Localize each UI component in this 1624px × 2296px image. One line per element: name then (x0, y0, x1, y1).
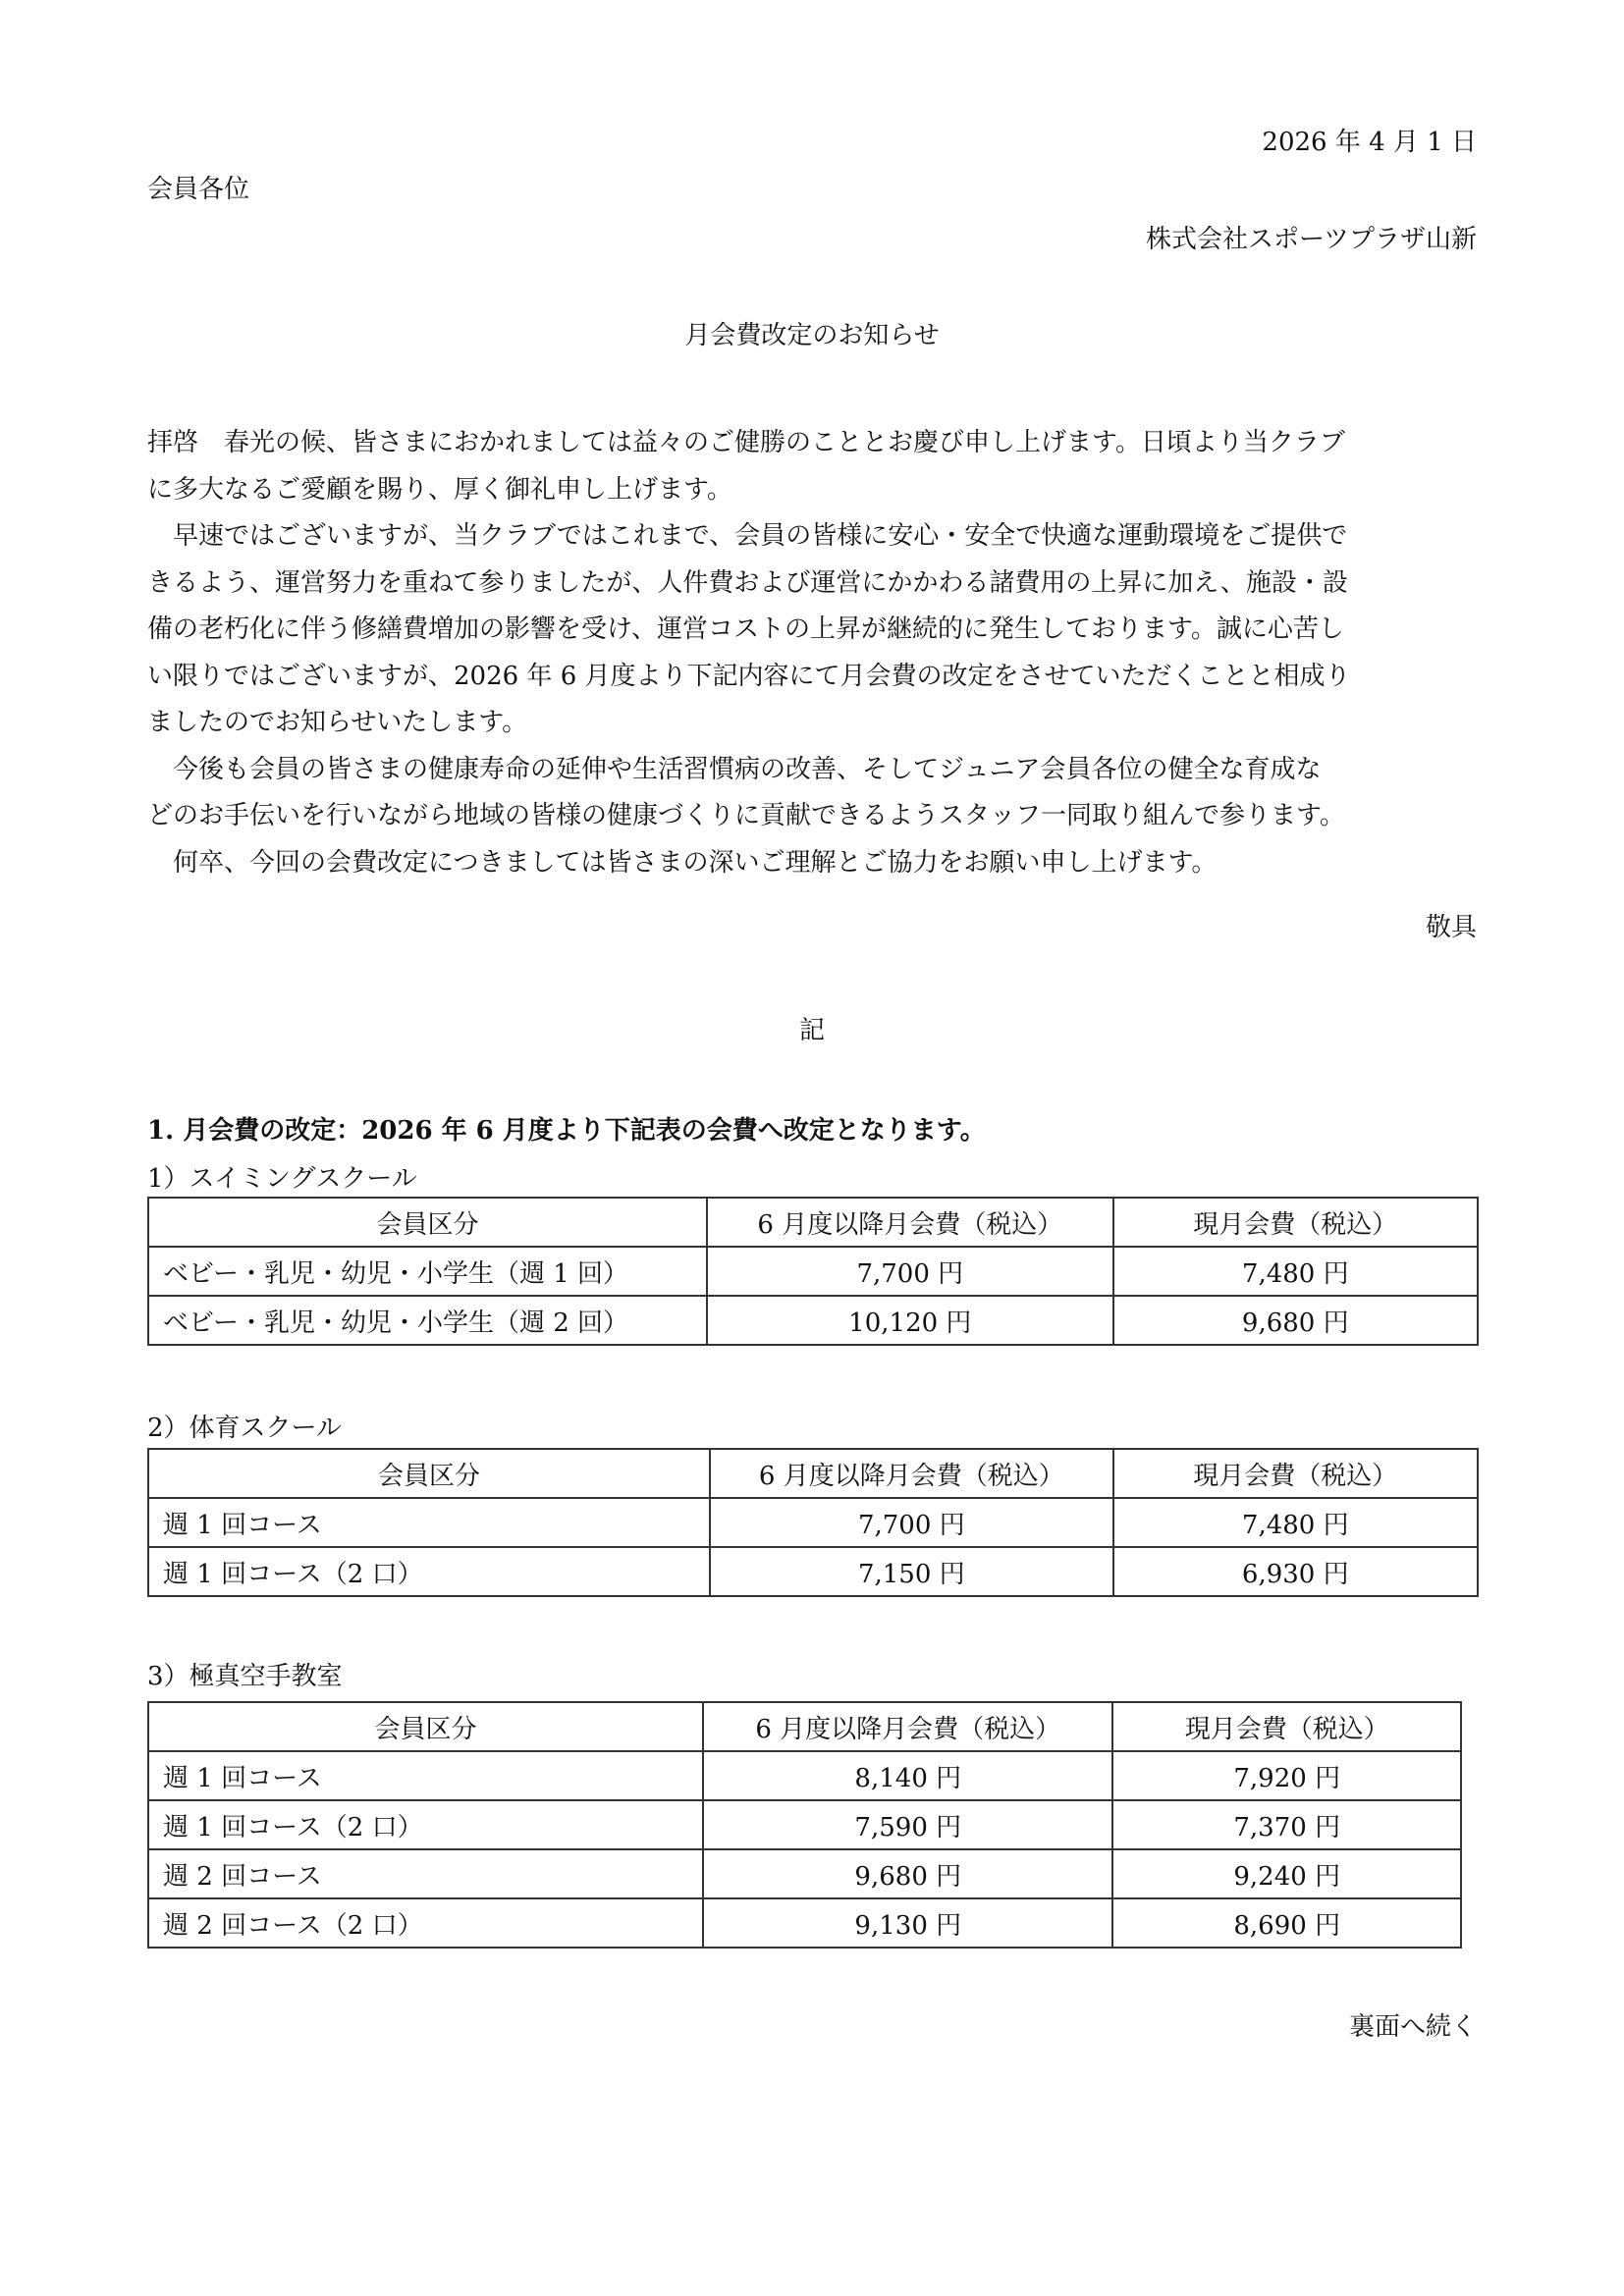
recipient: 会員各位 (147, 175, 250, 204)
table-row (148, 1898, 1461, 1948)
body-line: どのお手伝いを行いながら地域の皆様の健康づくりに貢献できるようスタッフ一同取り組んで参ります。 (147, 801, 1345, 830)
cell-new-fee: 7,700 円 (707, 1247, 1112, 1296)
cell-current-fee: 7,920 円 (1112, 1751, 1461, 1800)
body-line: 備の老朽化に伴う修繕費増加の影響を受け、運営コストの上昇が継続的に発生しております。誠に心苦し (147, 614, 1344, 644)
letter-body (147, 420, 1485, 886)
cell-category: 週 1 回コース (148, 1751, 703, 1800)
cell-new-fee: 9,680 円 (703, 1849, 1112, 1898)
cell-new-fee: 9,130 円 (703, 1898, 1112, 1948)
cell-current-fee: 6,930 円 (1113, 1547, 1478, 1596)
cell-current-fee: 8,690 円 (1112, 1898, 1461, 1948)
cell-current-fee: 9,680 円 (1113, 1296, 1478, 1345)
section-heading-fee-revision: 1. 月会費の改定：2026 年 6 月度より下記表の会費へ改定となります。 (147, 1116, 986, 1146)
closing-keigu: 敬具 (1425, 913, 1477, 942)
cell-new-fee: 7,150 円 (710, 1547, 1112, 1596)
column-header-new-fee: 6 月度以降月会費（税込） (710, 1449, 1112, 1498)
fee-table-swimming (147, 1197, 1479, 1346)
column-header-category: 会員区分 (148, 1198, 707, 1247)
subsection-title-gymnastics: 2）体育スクール (147, 1414, 343, 1443)
document-date: 2026 年 4 月 1 日 (1262, 128, 1477, 157)
continued-on-back-note: 裏面へ続く (1348, 2012, 1477, 2042)
body-line: い限りではございますが、2026 年 6 月度より下記内容にて月会費の改定をさせていただくことと相成り (147, 661, 1351, 691)
body-line: 拝啓 春光の候、皆さまにおかれましては益々のご健勝のこととお慶び申し上げます。日頃より当クラブ (147, 428, 1345, 457)
paragraph-request (147, 840, 1485, 887)
cell-current-fee: 9,240 円 (1112, 1849, 1461, 1898)
cell-new-fee: 7,590 円 (703, 1800, 1112, 1849)
cell-category: 週 2 回コース (148, 1849, 703, 1898)
column-header-current-fee: 現月会費（税込） (1112, 1702, 1461, 1751)
cell-current-fee: 7,370 円 (1112, 1800, 1461, 1849)
document-title: 月会費改定のお知らせ (684, 321, 940, 350)
paragraph-greeting (147, 420, 1485, 513)
paragraph-commitment (147, 747, 1485, 840)
cell-category: 週 1 回コース（2 口） (148, 1800, 703, 1849)
table-row (148, 1751, 1461, 1800)
table-header-row (148, 1449, 1478, 1498)
table-row (148, 1547, 1478, 1596)
cell-current-fee: 7,480 円 (1113, 1247, 1478, 1296)
cell-category: 週 1 回コース（2 口） (148, 1547, 710, 1596)
body-line: 何卒、今回の会費改定につきましては皆さまの深いご理解とご協力をお願い申し上げます。 (173, 847, 1218, 878)
paragraph-reason (147, 513, 1485, 747)
fee-table-karate (147, 1701, 1462, 1949)
subsection-title-karate: 3）極真空手教室 (147, 1662, 343, 1691)
sender-company: 株式会社スポーツプラザ山新 (1146, 225, 1477, 254)
cell-category: ベビー・乳児・幼児・小学生（週 2 回） (148, 1296, 707, 1345)
table-header-row (148, 1702, 1461, 1751)
fee-table-gymnastics (147, 1448, 1479, 1597)
column-header-new-fee: 6 月度以降月会費（税込） (707, 1198, 1112, 1247)
table-row (148, 1247, 1478, 1296)
table-header-row (148, 1198, 1478, 1247)
column-header-category: 会員区分 (148, 1449, 710, 1498)
body-line: 今後も会員の皆さまの健康寿命の延伸や生活習慣病の改善、そしてジュニア会員各位の健全な育成な (173, 754, 1322, 784)
table-row (148, 1849, 1461, 1898)
cell-category: 週 1 回コース (148, 1498, 710, 1547)
subsection-title-swimming: 1）スイミングスクール (147, 1164, 417, 1194)
cell-current-fee: 7,480 円 (1113, 1498, 1478, 1547)
cell-category: 週 2 回コース（2 口） (148, 1898, 703, 1948)
table-row (148, 1296, 1478, 1345)
column-header-new-fee: 6 月度以降月会費（税込） (703, 1702, 1112, 1751)
ki-marker: 記 (798, 1016, 825, 1045)
body-line: 早速ではございますが、当クラブではこれまで、会員の皆様に安心・安全で快適な運動環境をご提供で (173, 521, 1348, 551)
column-header-current-fee: 現月会費（税込） (1113, 1449, 1478, 1498)
cell-category: ベビー・乳児・幼児・小学生（週 1 回） (148, 1247, 707, 1296)
cell-new-fee: 7,700 円 (710, 1498, 1112, 1547)
column-header-category: 会員区分 (148, 1702, 703, 1751)
cell-new-fee: 10,120 円 (707, 1296, 1112, 1345)
body-line: ましたのでお知らせいたします。 (147, 708, 528, 737)
column-header-current-fee: 現月会費（税込） (1113, 1198, 1478, 1247)
cell-new-fee: 8,140 円 (703, 1751, 1112, 1800)
table-row (148, 1498, 1478, 1547)
body-line: に多大なるご愛顧を賜り、厚く御礼申し上げます。 (147, 474, 732, 505)
body-line: きるよう、運営努力を重ねて参りましたが、人件費および運営にかかわる諸費用の上昇に加え、施設・設 (147, 567, 1348, 598)
table-row (148, 1800, 1461, 1849)
